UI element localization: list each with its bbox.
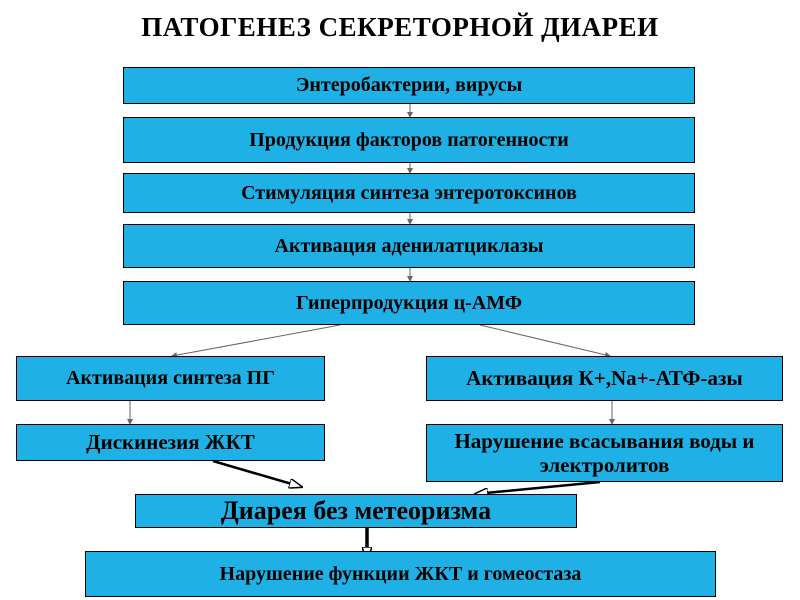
box-dyskinesia: Дискинезия ЖКТ (16, 424, 325, 461)
arrow-camp-to-atpase (480, 325, 610, 356)
box-adenylate-cyclase: Активация аденилатциклазы (123, 224, 695, 268)
box-camp-overproduction: Гиперпродукция ц-АМФ (123, 281, 695, 325)
arrow-absorption-to-diarrhea (475, 482, 600, 494)
box-pg-synthesis: Активация синтеза ПГ (16, 356, 325, 401)
box-atpase-activation: Активация К+,Na+-АТФ-азы (426, 356, 783, 401)
box-diarrhea: Диарея без метеоризма (135, 494, 577, 528)
diagram-title: ПАТОГЕНЕЗ СЕКРЕТОРНОЙ ДИАРЕИ (141, 12, 659, 42)
box-enterotoxin-synthesis: Стимуляция синтеза энтеротоксинов (123, 173, 695, 213)
box-pathogenicity-factors: Продукция факторов патогенности (123, 117, 695, 163)
box-enterobacteria: Энтеробактерии, вирусы (123, 67, 695, 104)
arrow-camp-to-pg (172, 325, 340, 356)
box-absorption-disorder: Нарушение всасывания воды и электролитов (426, 424, 783, 482)
box-homeostasis-disorder: Нарушение функции ЖКТ и гомеостаза (85, 551, 716, 597)
arrow-dyskinesia-to-diarrhea (213, 461, 302, 487)
